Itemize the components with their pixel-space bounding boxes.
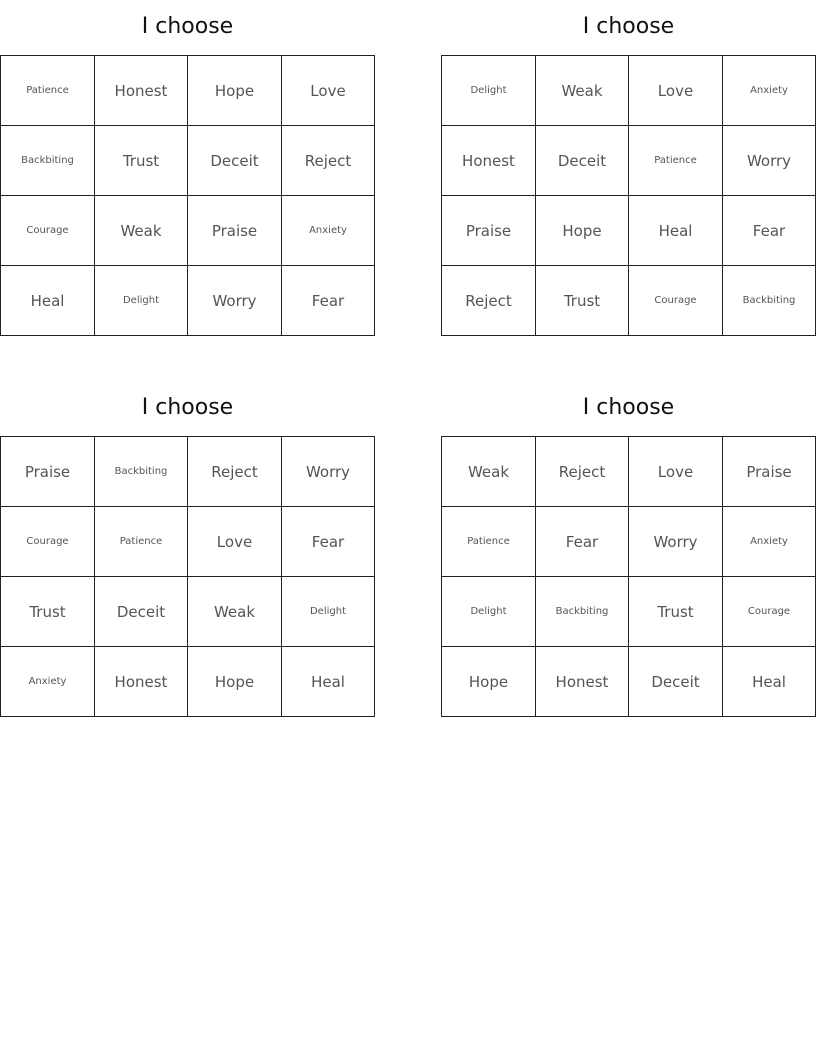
grid-cell: Weak [188,577,282,647]
grid-cell: Anxiety [723,56,816,126]
card-title: I choose [582,395,675,420]
grid-cell: Patience [629,126,723,196]
grid-cell: Hope [536,196,629,266]
grid-cell: Backbiting [723,266,816,336]
card-title: I choose [141,395,234,420]
grid-cell: Delight [95,266,188,336]
grid-cell: Praise [442,196,536,266]
grid-cell: Praise [723,437,816,507]
grid-cell: Honest [442,126,536,196]
grid-cell: Trust [629,577,723,647]
grid-cell: Backbiting [95,437,188,507]
grid-cell: Courage [1,196,95,266]
grid-cell: Worry [723,126,816,196]
grid-cell: Deceit [536,126,629,196]
grid-cell: Weak [95,196,188,266]
grid-cell: Fear [282,266,375,336]
grid-cell: Anxiety [282,196,375,266]
grid-cell: Courage [629,266,723,336]
grid-cell: Reject [442,266,536,336]
grid-cell: Patience [1,56,95,126]
grid-cell: Worry [629,507,723,577]
grid-cell: Praise [1,437,95,507]
card-title: I choose [582,14,675,39]
grid-cell: Delight [442,56,536,126]
grid-cell: Patience [442,507,536,577]
bingo-grid [0,436,375,717]
grid-cell: Trust [95,126,188,196]
grid-cell: Fear [723,196,816,266]
grid-cell: Backbiting [536,577,629,647]
grid-cell: Worry [282,437,375,507]
grid-cell: Love [188,507,282,577]
grid-cell: Reject [536,437,629,507]
grid-cell: Deceit [95,577,188,647]
grid-cell: Love [282,56,375,126]
grid-cell: Patience [95,507,188,577]
grid-cell: Weak [536,56,629,126]
grid-cell: Anxiety [1,647,95,717]
bingo-grid [441,55,816,336]
grid-cell: Reject [188,437,282,507]
bingo-card [441,12,816,336]
grid-cell: Trust [536,266,629,336]
grid-cell: Delight [282,577,375,647]
grid-cell: Love [629,56,723,126]
grid-cell: Deceit [188,126,282,196]
grid-cell: Delight [442,577,536,647]
grid-cell: Backbiting [1,126,95,196]
grid-cell: Courage [723,577,816,647]
grid-cell: Reject [282,126,375,196]
grid-cell: Heal [1,266,95,336]
grid-cell: Praise [188,196,282,266]
grid-cell: Hope [188,647,282,717]
grid-cell: Fear [536,507,629,577]
grid-cell: Fear [282,507,375,577]
grid-cell: Heal [723,647,816,717]
bingo-card [0,12,375,336]
grid-cell: Anxiety [723,507,816,577]
grid-cell: Worry [188,266,282,336]
bingo-grid [0,55,375,336]
grid-cell: Honest [536,647,629,717]
bingo-card [441,393,816,717]
bingo-card [0,393,375,717]
grid-cell: Honest [95,647,188,717]
grid-cell: Hope [188,56,282,126]
grid-cell: Honest [95,56,188,126]
grid-cell: Love [629,437,723,507]
grid-cell: Weak [442,437,536,507]
grid-cell: Heal [629,196,723,266]
grid-cell: Hope [442,647,536,717]
card-title: I choose [141,14,234,39]
grid-cell: Courage [1,507,95,577]
grid-cell: Heal [282,647,375,717]
bingo-grid [441,436,816,717]
grid-cell: Deceit [629,647,723,717]
grid-cell: Trust [1,577,95,647]
